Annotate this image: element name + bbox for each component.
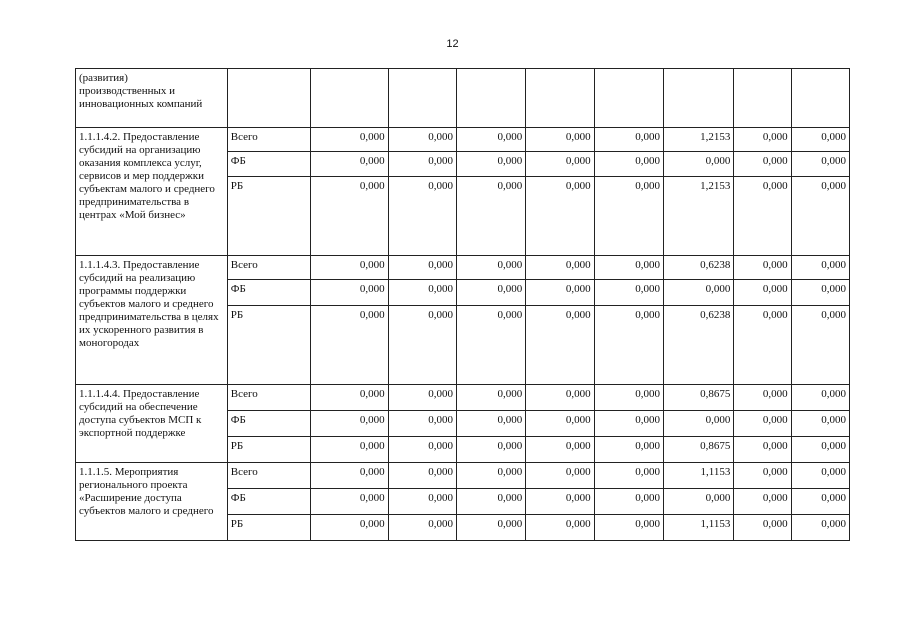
row-description: 1.1.1.5. Мероприятия регионального проекта «Расширение доступа субъектов малого и среднего	[76, 463, 228, 541]
value-cell: 0,000	[456, 306, 525, 385]
cell-empty	[791, 69, 849, 128]
value-cell: 0,000	[734, 515, 791, 541]
value-cell: 0,000	[388, 306, 456, 385]
value-cell: 0,000	[526, 306, 594, 385]
table-row	[76, 256, 850, 280]
value-cell: 0,000	[791, 411, 849, 437]
funding-source: Всего	[227, 256, 310, 280]
funding-source: Всего	[227, 463, 310, 489]
value-cell: 0,000	[311, 411, 388, 437]
value-cell: 0,000	[594, 280, 663, 306]
value-cell: 0,000	[388, 280, 456, 306]
cell-empty	[734, 69, 791, 128]
value-cell: 0,000	[734, 489, 791, 515]
value-cell: 0,000	[734, 177, 791, 256]
value-cell: 0,000	[311, 489, 388, 515]
value-cell: 1,2153	[663, 128, 733, 152]
value-cell: 0,000	[456, 411, 525, 437]
value-cell: 0,000	[311, 463, 388, 489]
funding-source: Всего	[227, 128, 310, 152]
value-cell: 0,000	[311, 256, 388, 280]
value-cell: 0,000	[791, 463, 849, 489]
value-cell: 0,000	[663, 280, 733, 306]
value-cell: 0,000	[791, 489, 849, 515]
value-cell: 0,000	[791, 306, 849, 385]
value-cell: 0,000	[594, 463, 663, 489]
value-cell: 0,000	[311, 385, 388, 411]
value-cell: 0,000	[388, 437, 456, 463]
value-cell: 0,000	[311, 280, 388, 306]
row-description: 1.1.1.4.2. Предоставление субсидий на организацию оказания комплекса услуг, сервисов и мер поддержки субъектам малого и среднего предпринимательства в центрах «Мой бизнес»	[76, 128, 228, 256]
value-cell: 0,000	[594, 489, 663, 515]
value-cell: 0,000	[734, 280, 791, 306]
value-cell: 0,000	[791, 152, 849, 177]
value-cell: 0,000	[526, 437, 594, 463]
table-row-continuation	[76, 69, 850, 128]
budget-table	[75, 68, 850, 541]
value-cell: 0,000	[526, 515, 594, 541]
value-cell: 1,1153	[663, 515, 733, 541]
value-cell: 0,000	[526, 152, 594, 177]
value-cell: 0,000	[594, 152, 663, 177]
value-cell: 0,000	[456, 489, 525, 515]
row-description: 1.1.1.4.3. Предоставление субсидий на реализацию программы поддержки субъектов малого и среднего предпринимательства в целях их ускоренного развития в моногородах	[76, 256, 228, 385]
value-cell: 0,000	[456, 463, 525, 489]
value-cell: 0,000	[734, 306, 791, 385]
value-cell: 0,000	[526, 489, 594, 515]
value-cell: 0,000	[311, 128, 388, 152]
value-cell: 0,000	[663, 489, 733, 515]
value-cell: 0,000	[734, 437, 791, 463]
value-cell: 0,000	[388, 515, 456, 541]
value-cell: 0,000	[594, 385, 663, 411]
value-cell: 0,000	[311, 306, 388, 385]
value-cell: 0,000	[388, 256, 456, 280]
value-cell: 0,000	[791, 177, 849, 256]
value-cell: 0,8675	[663, 385, 733, 411]
funding-source: РБ	[227, 515, 310, 541]
value-cell: 0,000	[388, 489, 456, 515]
value-cell: 1,2153	[663, 177, 733, 256]
table-row	[76, 463, 850, 489]
value-cell: 0,000	[594, 128, 663, 152]
value-cell: 0,000	[734, 152, 791, 177]
value-cell: 0,000	[388, 128, 456, 152]
value-cell: 0,000	[526, 463, 594, 489]
value-cell: 0,000	[311, 515, 388, 541]
value-cell: 0,000	[791, 280, 849, 306]
cell-empty	[388, 69, 456, 128]
value-cell: 0,000	[594, 256, 663, 280]
value-cell: 0,000	[526, 385, 594, 411]
value-cell: 0,000	[526, 177, 594, 256]
value-cell: 0,000	[791, 515, 849, 541]
funding-source: ФБ	[227, 280, 310, 306]
value-cell: 0,000	[734, 463, 791, 489]
value-cell: 0,000	[456, 385, 525, 411]
cell-empty	[456, 69, 525, 128]
value-cell: 0,000	[526, 280, 594, 306]
value-cell: 0,000	[526, 128, 594, 152]
funding-source: РБ	[227, 306, 310, 385]
row-description: 1.1.1.4.4. Предоставление субсидий на обеспечение доступа субъектов МСП к экспортной поддержке	[76, 385, 228, 463]
value-cell: 0,000	[734, 256, 791, 280]
value-cell: 0,8675	[663, 437, 733, 463]
funding-source: ФБ	[227, 152, 310, 177]
cell-empty	[594, 69, 663, 128]
value-cell: 0,000	[791, 128, 849, 152]
value-cell: 0,000	[594, 177, 663, 256]
row-description: (развития) производственных и инновационных компаний	[76, 69, 228, 128]
funding-source: РБ	[227, 177, 310, 256]
value-cell: 0,000	[734, 128, 791, 152]
value-cell: 0,000	[311, 177, 388, 256]
table-row	[76, 385, 850, 411]
value-cell: 0,000	[594, 411, 663, 437]
value-cell: 0,000	[663, 411, 733, 437]
cell-empty	[526, 69, 594, 128]
funding-source: ФБ	[227, 489, 310, 515]
value-cell: 0,000	[456, 128, 525, 152]
value-cell: 0,000	[388, 463, 456, 489]
value-cell: 0,000	[311, 437, 388, 463]
value-cell: 0,000	[388, 177, 456, 256]
value-cell: 0,000	[526, 411, 594, 437]
cell-empty	[311, 69, 388, 128]
value-cell: 0,000	[791, 256, 849, 280]
value-cell: 1,1153	[663, 463, 733, 489]
value-cell: 0,6238	[663, 256, 733, 280]
value-cell: 0,000	[388, 385, 456, 411]
funding-source: Всего	[227, 385, 310, 411]
funding-source: РБ	[227, 437, 310, 463]
value-cell: 0,000	[526, 256, 594, 280]
value-cell: 0,000	[456, 152, 525, 177]
value-cell: 0,000	[388, 152, 456, 177]
funding-source: ФБ	[227, 411, 310, 437]
value-cell: 0,000	[734, 385, 791, 411]
page-number: 12	[446, 38, 459, 50]
value-cell: 0,000	[311, 152, 388, 177]
value-cell: 0,000	[456, 515, 525, 541]
table-row	[76, 128, 850, 152]
value-cell: 0,000	[594, 306, 663, 385]
value-cell: 0,000	[791, 437, 849, 463]
value-cell: 0,6238	[663, 306, 733, 385]
value-cell: 0,000	[663, 152, 733, 177]
value-cell: 0,000	[456, 177, 525, 256]
cell-empty	[227, 69, 310, 128]
value-cell: 0,000	[594, 437, 663, 463]
value-cell: 0,000	[456, 256, 525, 280]
value-cell: 0,000	[791, 385, 849, 411]
value-cell: 0,000	[734, 411, 791, 437]
value-cell: 0,000	[456, 280, 525, 306]
value-cell: 0,000	[388, 411, 456, 437]
value-cell: 0,000	[594, 515, 663, 541]
cell-empty	[663, 69, 733, 128]
value-cell: 0,000	[456, 437, 525, 463]
